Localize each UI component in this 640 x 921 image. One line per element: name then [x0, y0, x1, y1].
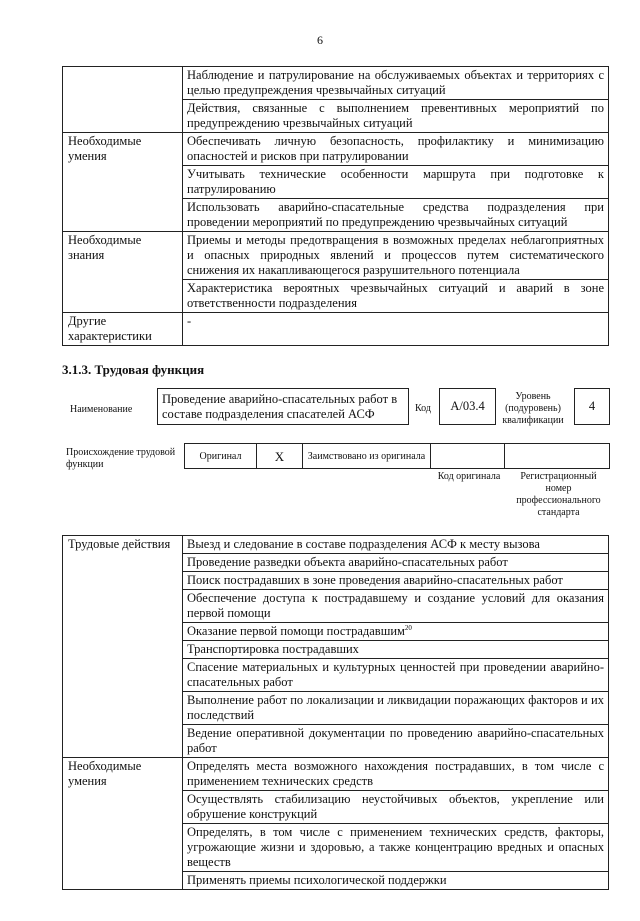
table-row: [63, 313, 609, 346]
code-label: Код: [415, 403, 431, 414]
table-row: [63, 133, 609, 166]
row-label: Трудовые действия: [63, 536, 183, 758]
table-cell: -: [183, 313, 609, 346]
code-value: А/03.4: [439, 388, 496, 425]
table-cell: Определять, в том числе с применением технических средств, факторы, угрожающие жизни и здоровью, а также концентрацию вредных и опасных веществ: [183, 824, 609, 872]
origin-row: [184, 443, 610, 469]
labor-actions-table: [62, 535, 609, 890]
row-label: Другие характеристики: [63, 313, 183, 346]
table-cell: Приемы и методы предотвращения в возможных пределах неблагоприятных и опасных природных явлений и процессов путем систематического снижения их накапливающегося разрушительного потенциала: [183, 232, 609, 280]
origin-borrowed: Заимствовано из оригинала: [303, 444, 431, 468]
table-row: [63, 67, 609, 100]
footnote-ref: 20: [404, 623, 412, 632]
table-cell: Наблюдение и патрулирование на обслуживаемых объектах и территориях с целью предупреждения чрезвычайных ситуаций: [183, 67, 609, 100]
level-label: Уровень (подуровень) квалификации: [502, 391, 564, 426]
name-label: Наименование: [70, 404, 133, 415]
level-value: 4: [574, 388, 610, 425]
table-cell: Обеспечение доступа к пострадавшему и создание условий для оказания первой помощи: [183, 590, 609, 623]
row-label: Необходимые умения: [63, 758, 183, 890]
table-cell: Осуществлять стабилизацию неустойчивых объектов, укрепление или обрушение конструкций: [183, 791, 609, 824]
table-cell: Спасение материальных и культурных ценностей при проведении аварийно-спасательных работ: [183, 659, 609, 692]
table-row: [63, 232, 609, 280]
table-cell: Выезд и следование в составе подразделения АСФ к месту вызова: [183, 536, 609, 554]
table-cell: Характеристика вероятных чрезвычайных ситуаций и аварий в зоне ответственности подразделения: [183, 280, 609, 313]
table-cell: [183, 623, 609, 641]
table-cell: Выполнение работ по локализации и ликвидации поражающих факторов и их последствий: [183, 692, 609, 725]
origin-label: Происхождение трудовой функции: [66, 447, 176, 470]
table-cell: Применять приемы психологической поддержки: [183, 872, 609, 890]
page-number: 6: [317, 33, 323, 47]
table-cell: Проведение разведки объекта аварийно-спасательных работ: [183, 554, 609, 572]
skills-knowledge-table: [62, 66, 609, 346]
row-label: [63, 67, 183, 133]
first-aid-text: Оказание первой помощи пострадавшим: [187, 624, 405, 638]
row-label: Необходимые умения: [63, 133, 183, 232]
row-label: Необходимые знания: [63, 232, 183, 313]
function-name: Проведение аварийно-спасательных работ в составе подразделения спасателей АСФ: [157, 388, 409, 425]
table-cell: Ведение оперативной документации по проведению аварийно-спасательных работ: [183, 725, 609, 758]
caption-code: Код оригинала: [437, 471, 501, 482]
table-cell: Транспортировка пострадавших: [183, 641, 609, 659]
table-cell: Определять места возможного нахождения пострадавших, в том числе с применением технических средств: [183, 758, 609, 791]
section-title: 3.1.3. Трудовая функция: [62, 362, 205, 377]
table-cell: Обеспечивать личную безопасность, профилактику и минимизацию опасностей и рисков при патрулировании: [183, 133, 609, 166]
table-row: [63, 758, 609, 791]
origin-code-cell: [431, 444, 505, 468]
table-row: [63, 536, 609, 554]
origin-mark: X: [257, 444, 303, 468]
table-cell: Поиск пострадавших в зоне проведения аварийно-спасательных работ: [183, 572, 609, 590]
table-cell: Учитывать технические особенности маршрута при подготовке к патрулированию: [183, 166, 609, 199]
origin-original: Оригинал: [185, 444, 257, 468]
origin-reg-cell: [505, 444, 609, 468]
table-cell: Действия, связанные с выполнением превентивных мероприятий по предупреждению чрезвычайных ситуаций: [183, 100, 609, 133]
table-cell: Использовать аварийно-спасательные средства подразделения при проведении мероприятий по предупреждению чрезвычайных ситуаций: [183, 199, 609, 232]
caption-reg: Регистрационный номер профессионального стандарта: [516, 471, 601, 518]
